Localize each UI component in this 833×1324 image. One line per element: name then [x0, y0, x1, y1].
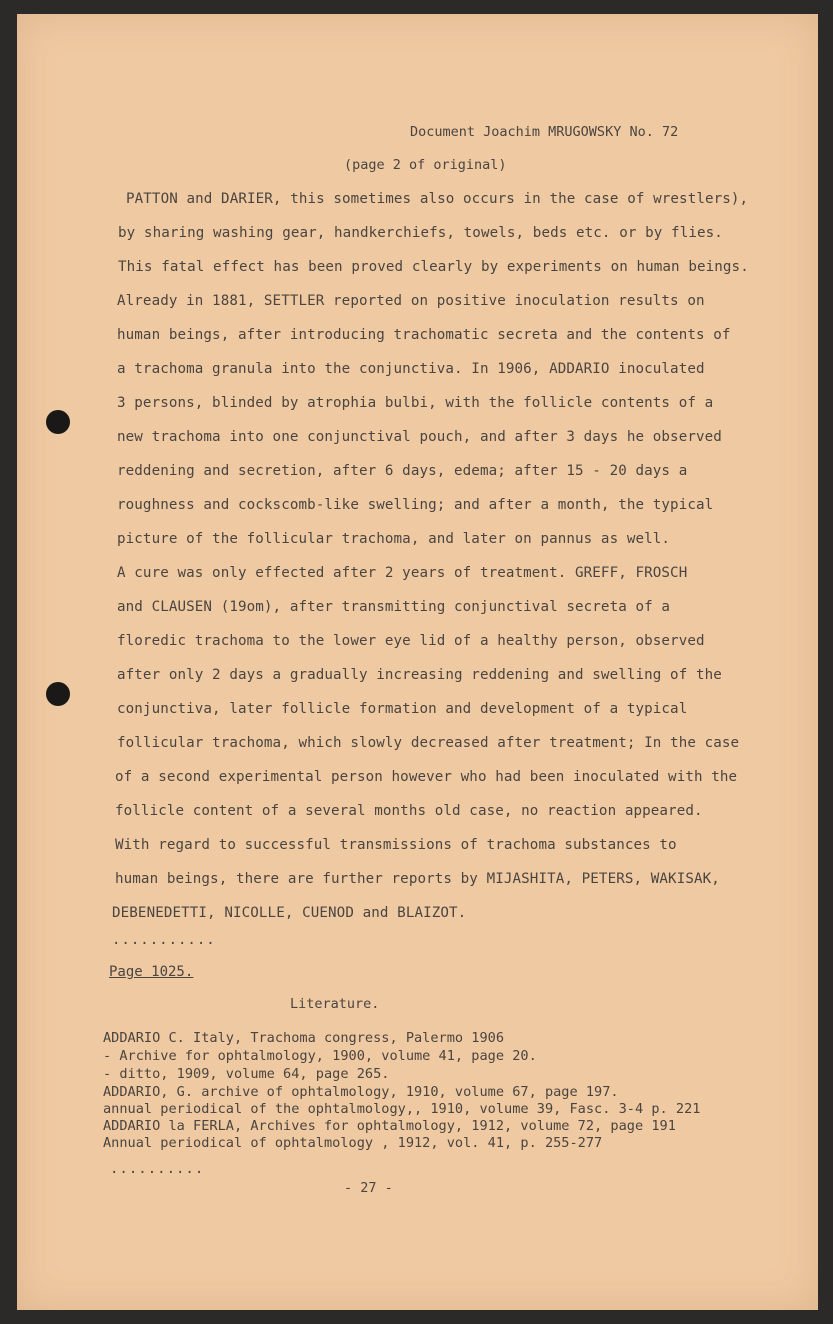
page-of-original-note: (page 2 of original)	[344, 157, 507, 173]
literature-entry: ADDARIO, G. archive of ophtalmology, 1910, volume 67, page 197.	[103, 1084, 619, 1100]
body-line: Already in 1881, SETTLER reported on positive inoculation results on	[117, 293, 705, 309]
body-line: conjunctiva, later follicle formation and development of a typical	[117, 701, 688, 717]
ellipsis-separator: ..........	[110, 1161, 205, 1177]
page-number: - 27 -	[344, 1180, 393, 1196]
body-line: human beings, after introducing trachomatic secreta and the contents of	[117, 327, 731, 343]
punch-hole	[46, 682, 70, 706]
body-line: reddening and secretion, after 6 days, edema; after 15 - 20 days a	[117, 463, 688, 479]
body-line: follicle content of a several months old case, no reaction appeared.	[115, 803, 703, 819]
body-line: picture of the follicular trachoma, and later on pannus as well.	[117, 531, 671, 547]
body-line: roughness and cockscomb-like swelling; and after a month, the typical	[117, 497, 714, 513]
body-line: With regard to successful transmissions of trachoma substances to	[115, 837, 677, 853]
literature-entry: ADDARIO C. Italy, Trachoma congress, Palermo 1906	[103, 1030, 505, 1046]
body-line: PATTON and DARIER, this sometimes also occurs in the case of wrestlers),	[126, 191, 749, 207]
body-line: 3 persons, blinded by atrophia bulbi, with the follicle contents of a	[117, 395, 714, 411]
body-line: DEBENEDETTI, NICOLLE, CUENOD and BLAIZOT.	[112, 905, 467, 921]
literature-title: Literature.	[290, 996, 380, 1012]
body-line: a trachoma granula into the conjunctiva. In 1906, ADDARIO inoculated	[117, 361, 705, 377]
document-reference: Document Joachim MRUGOWSKY No. 72	[410, 124, 679, 140]
body-line: and CLAUSEN (19om), after transmitting conjunctival secreta of a	[117, 599, 671, 615]
body-line: after only 2 days a gradually increasing reddening and swelling of the	[117, 667, 722, 683]
punch-hole	[46, 410, 70, 434]
literature-entry: ADDARIO la FERLA, Archives for ophtalmology, 1912, volume 72, page 191	[103, 1118, 676, 1134]
body-line: This fatal effect has been proved clearly by experiments on human beings.	[118, 259, 749, 275]
body-line: of a second experimental person however who had been inoculated with the	[115, 769, 738, 785]
literature-entry: - Archive for ophtalmology, 1900, volume 41, page 20.	[103, 1048, 537, 1064]
body-line: new trachoma into one conjunctival pouch, and after 3 days he observed	[117, 429, 722, 445]
ellipsis-separator: ...........	[112, 932, 216, 948]
body-line: follicular trachoma, which slowly decreased after treatment; In the case	[117, 735, 740, 751]
literature-entry: Annual periodical of ophtalmology , 1912, vol. 41, p. 255-277	[103, 1135, 603, 1151]
page-reference: Page 1025.	[109, 964, 194, 980]
body-line: floredic trachoma to the lower eye lid of a healthy person, observed	[117, 633, 705, 649]
document-page	[17, 14, 818, 1310]
body-line: human beings, there are further reports by MIJASHITA, PETERS, WAKISAK,	[115, 871, 720, 887]
literature-entry: - ditto, 1909, volume 64, page 265.	[103, 1066, 390, 1082]
body-line: A cure was only effected after 2 years of treatment. GREFF, FROSCH	[117, 565, 688, 581]
body-line: by sharing washing gear, handkerchiefs, towels, beds etc. or by flies.	[118, 225, 723, 241]
literature-entry: annual periodical of the ophtalmology,, 1910, volume 39, Fasc. 3-4 p. 221	[103, 1101, 701, 1117]
